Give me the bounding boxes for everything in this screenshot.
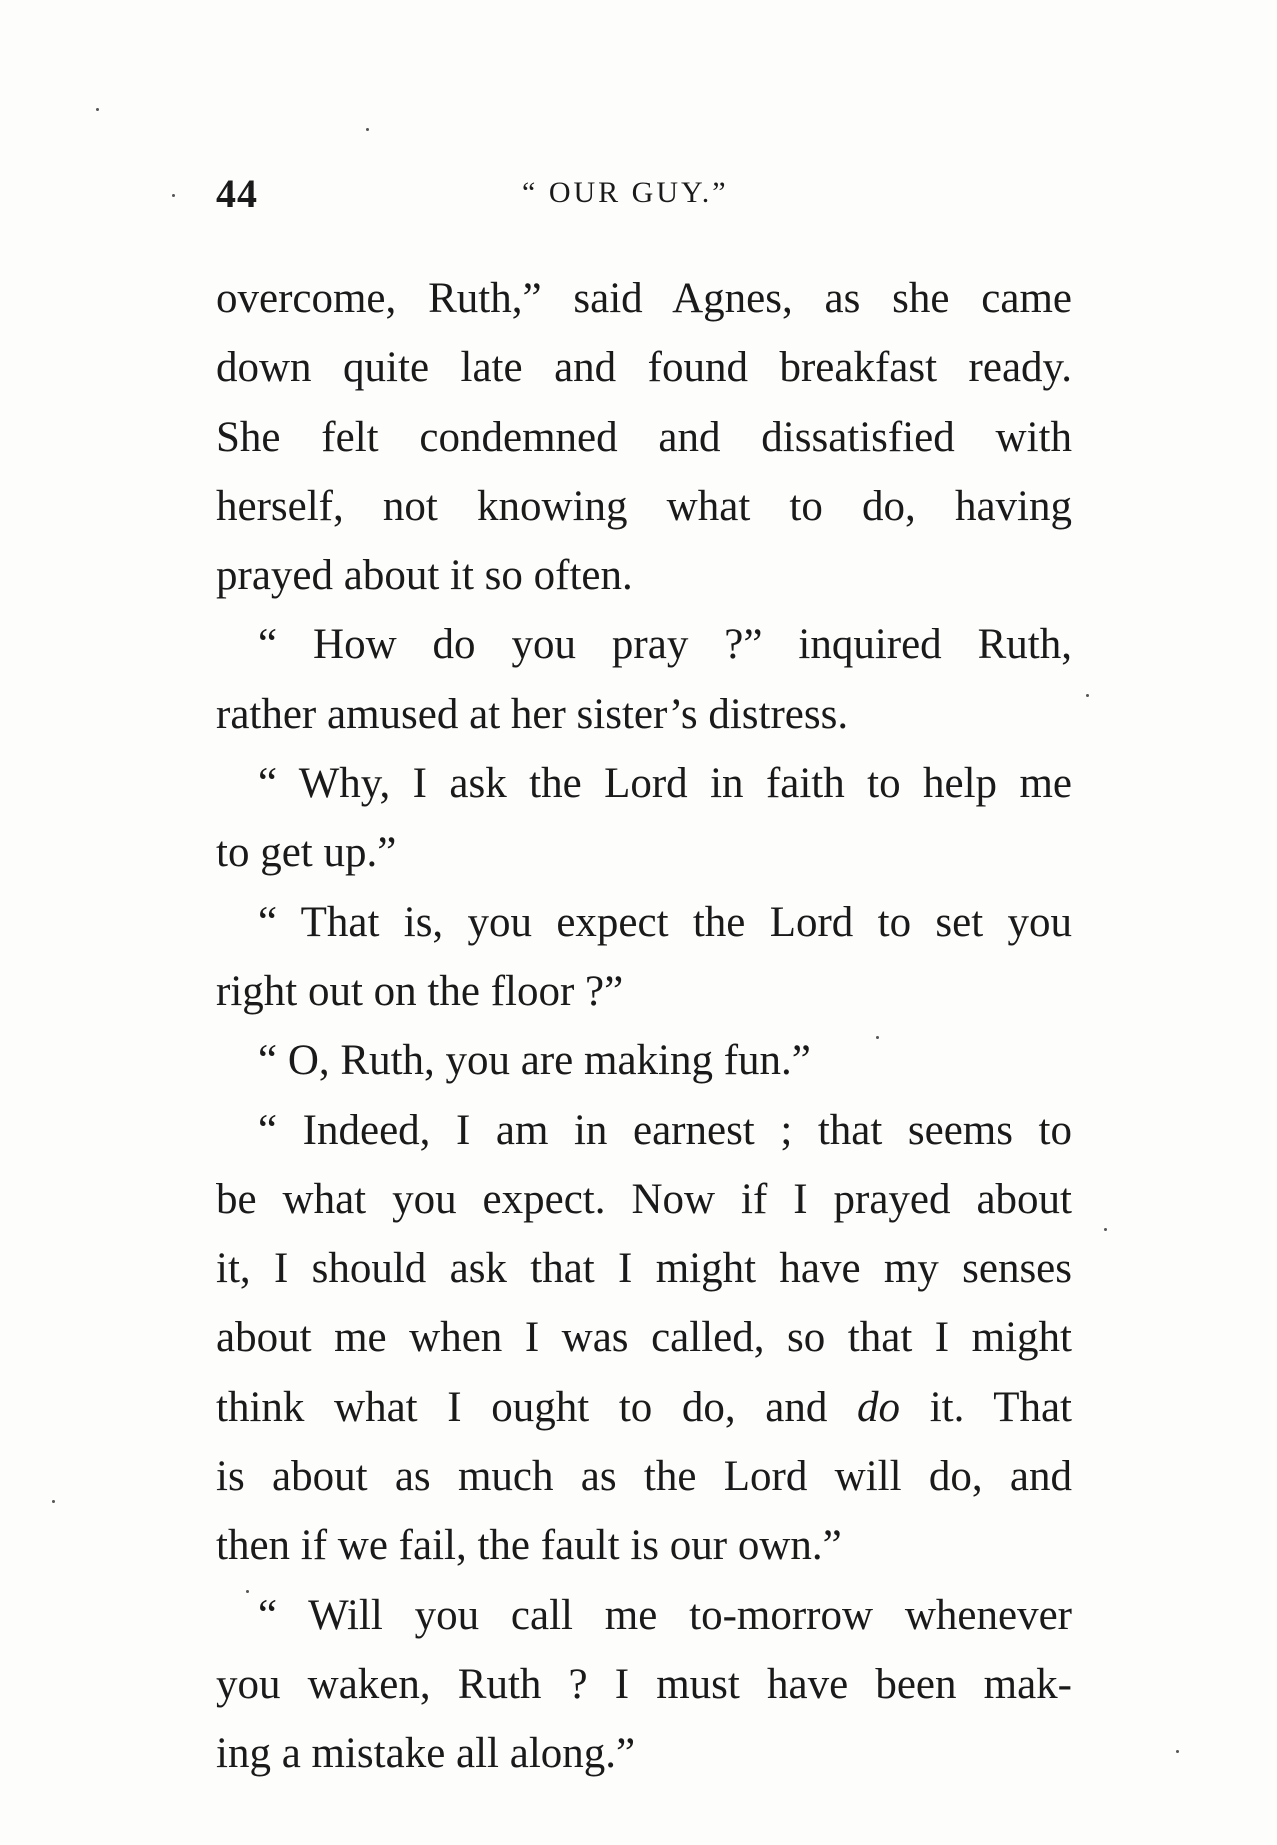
text-line: “ O, Ruth, you are making fun.” [258, 1037, 811, 1085]
scan-speck [246, 1590, 249, 1593]
body-text [216, 264, 1072, 1789]
text-line: it, I should ask that I might have my senses [216, 1245, 1072, 1293]
text-line: “ That is, you expect the Lord to set you [258, 898, 1072, 946]
text-line: “ How do you pray ?” inquired Ruth, [258, 621, 1072, 669]
scan-speck [876, 1036, 879, 1039]
text-line: “ Why, I ask the Lord in faith to help me [258, 760, 1072, 808]
scan-speck [96, 108, 99, 111]
text-line: She felt condemned and dissatisfied with [216, 413, 1072, 461]
text-line: “ Indeed, I am in earnest ; that seems to [258, 1106, 1072, 1154]
text-line: right out on the floor ?” [216, 967, 624, 1015]
text-line: rather amused at her sister’s distress. [216, 690, 849, 738]
scan-speck [52, 1500, 55, 1503]
text-line: prayed about it so often. [216, 552, 633, 600]
text-line: about me when I was called, so that I might [216, 1314, 1072, 1362]
scan-speck [172, 194, 175, 197]
scan-speck [1086, 694, 1089, 697]
text-line: to get up.” [216, 829, 397, 877]
page-header [216, 170, 1072, 220]
scan-speck [366, 128, 369, 131]
text-line: you waken, Ruth ? I must have been mak- [216, 1660, 1072, 1708]
text-line: down quite late and found breakfast ready. [216, 344, 1072, 392]
scan-speck [1104, 1228, 1107, 1231]
page-number: 44 [216, 171, 258, 216]
scan-speck [1176, 1750, 1179, 1753]
italic-text: do [857, 1383, 901, 1431]
text-line: ing a mistake all along.” [216, 1730, 636, 1778]
text-line: is about as much as the Lord will do, and [216, 1453, 1072, 1501]
text-line: “ Will you call me to-morrow whenever [258, 1591, 1072, 1639]
text-line [216, 1373, 1072, 1442]
text-line: then if we fail, the fault is our own.” [216, 1522, 842, 1570]
text-line: overcome, Ruth,” said Agnes, as she came [216, 275, 1072, 322]
running-title: “ OUR GUY.” [522, 176, 729, 209]
text-line: herself, not knowing what to do, having [216, 482, 1072, 530]
text-line: be what you expect. Now if I prayed about [216, 1175, 1072, 1223]
text-segment: it. That [900, 1383, 1073, 1431]
text-segment: think what I ought to do, and [216, 1383, 858, 1431]
